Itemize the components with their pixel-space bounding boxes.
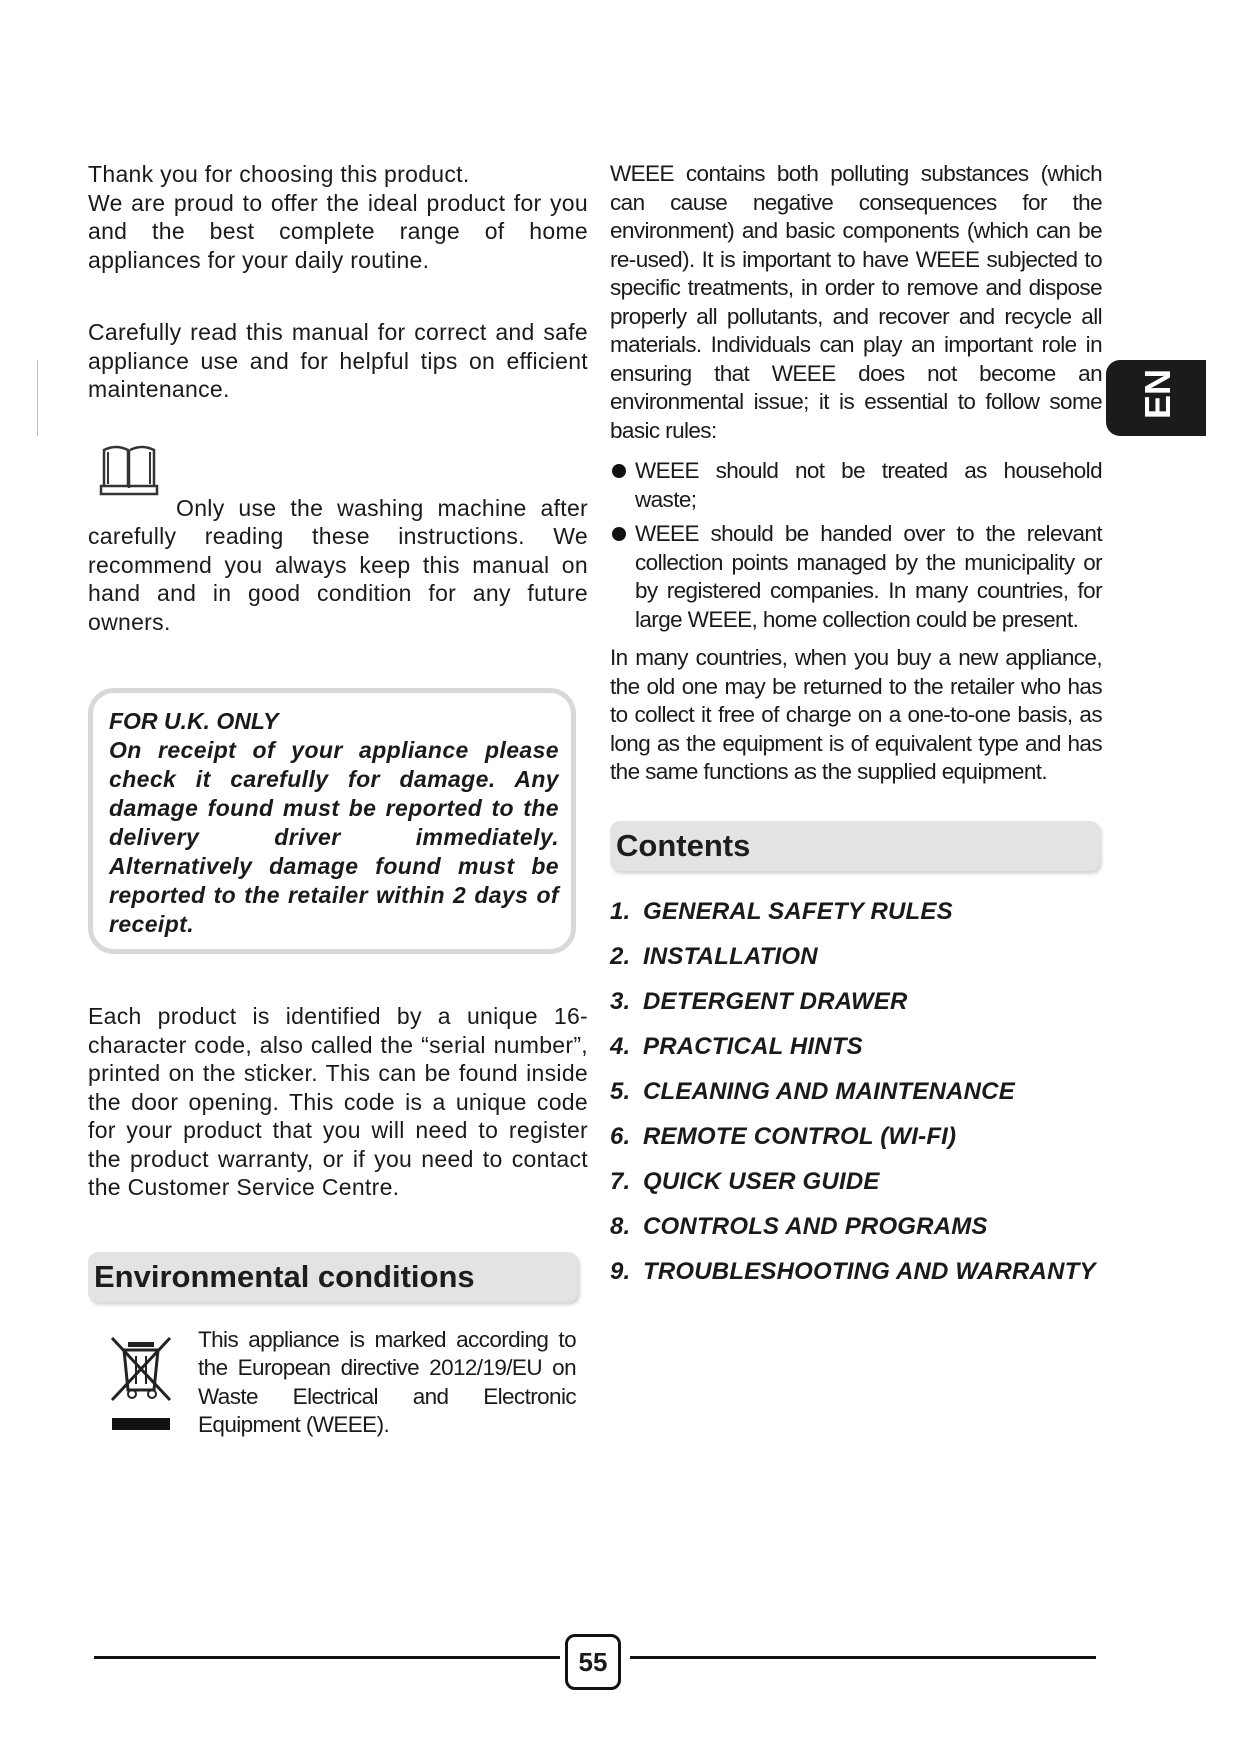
- bullet-icon: [612, 464, 626, 478]
- margin-mark: [37, 360, 38, 436]
- book-note-text: Only use the washing machine after carefully reading these instructions. We recommend you always keep this manual on hand and in good condition for any future owners.: [88, 494, 588, 635]
- intro-thanks: Thank you for choosing this product.: [88, 161, 470, 187]
- book-note: [88, 494, 588, 637]
- page-number: 55: [565, 1634, 621, 1690]
- weee-intro: WEEE contains both polluting substances (which can cause negative consequences for the environment) and basic components (which can be re-used). It is important to have WEEE subjected to specific treatments, in order to remove and dispose properly all pollutants, and recover and recycle all materials. Individuals can play an important role in ensuring that WEEE does not become an environmental issue; it is essential to follow some basic rules:: [610, 161, 1102, 443]
- toc-item[interactable]: 9. TROUBLESHOOTING AND WARRANTY: [610, 1257, 1096, 1285]
- toc-item[interactable]: 5. CLEANING AND MAINTENANCE: [610, 1077, 1015, 1105]
- book-icon: [98, 442, 160, 498]
- weee-rules-list: [610, 457, 1102, 634]
- uk-only-notice: [88, 688, 576, 954]
- uk-only-text: On receipt of your appliance please check it carefully for damage. Any damage found must be reported to the delivery driver immediately. Alternatively damage found must be reported to the retailer within 2 days of receipt.: [109, 737, 559, 937]
- left-column: [88, 160, 588, 1446]
- toc-item[interactable]: 1. GENERAL SAFETY RULES: [610, 897, 953, 925]
- uk-only-title: FOR U.K. ONLY: [109, 708, 279, 734]
- return-old-appliance-para: In many countries, when you buy a new appliance, the old one may be returned to the retailer who has to collect it free of charge on a one-to-one basis, as long as the equipment is of equivalent type and has the same functions as the supplied equipment.: [610, 645, 1102, 784]
- language-tab-label: EN: [1137, 368, 1178, 419]
- contents-title: Contents: [616, 827, 751, 863]
- footer-rule-left: [94, 1656, 560, 1659]
- contents-header: [610, 821, 1100, 871]
- toc-item[interactable]: 6. REMOTE CONTROL (WI-FI): [610, 1122, 957, 1150]
- table-of-contents: [610, 889, 1102, 1294]
- bullet-icon: [612, 527, 626, 541]
- right-column: [610, 160, 1102, 1294]
- environmental-conditions-header: [88, 1252, 578, 1302]
- serial-number-para: Each product is identified by a unique 16-character code, also called the “serial number”, printed on the sticker. This can be found inside the door opening. This code is a unique code for your product that you will need to register the product warranty, or if you need to contact the Customer Service Centre.: [88, 1003, 588, 1200]
- list-item: WEEE should be handed over to the relevant collection points managed by the municipality or by registered companies. In many countries, for large WEEE, home collection could be present.: [610, 520, 1102, 634]
- toc-item[interactable]: 8. CONTROLS AND PROGRAMS: [610, 1212, 988, 1240]
- footer-rule-right: [630, 1656, 1096, 1659]
- crossed-bin-icon: [106, 1334, 176, 1434]
- toc-item[interactable]: 7. QUICK USER GUIDE: [610, 1167, 880, 1195]
- toc-item[interactable]: 2. INSTALLATION: [610, 942, 818, 970]
- weee-marking: [88, 1326, 588, 1446]
- intro-read-manual: Carefully read this manual for correct and safe appliance use and for helpful tips on efficient maintenance.: [88, 319, 588, 402]
- environmental-conditions-title: Environmental conditions: [94, 1258, 475, 1294]
- weee-marking-text: This appliance is marked according to the European directive 2012/19/EU on Waste Electrical and Electronic Equipment (WEEE).: [198, 1326, 576, 1437]
- list-item: WEEE should not be treated as household waste;: [610, 457, 1102, 514]
- toc-item[interactable]: 3. DETERGENT DRAWER: [610, 987, 908, 1015]
- toc-item[interactable]: 4. PRACTICAL HINTS: [610, 1032, 863, 1060]
- language-tab: [1106, 360, 1206, 436]
- intro-proud: We are proud to offer the ideal product for you and the best complete range of home appliances for your daily routine.: [88, 189, 588, 273]
